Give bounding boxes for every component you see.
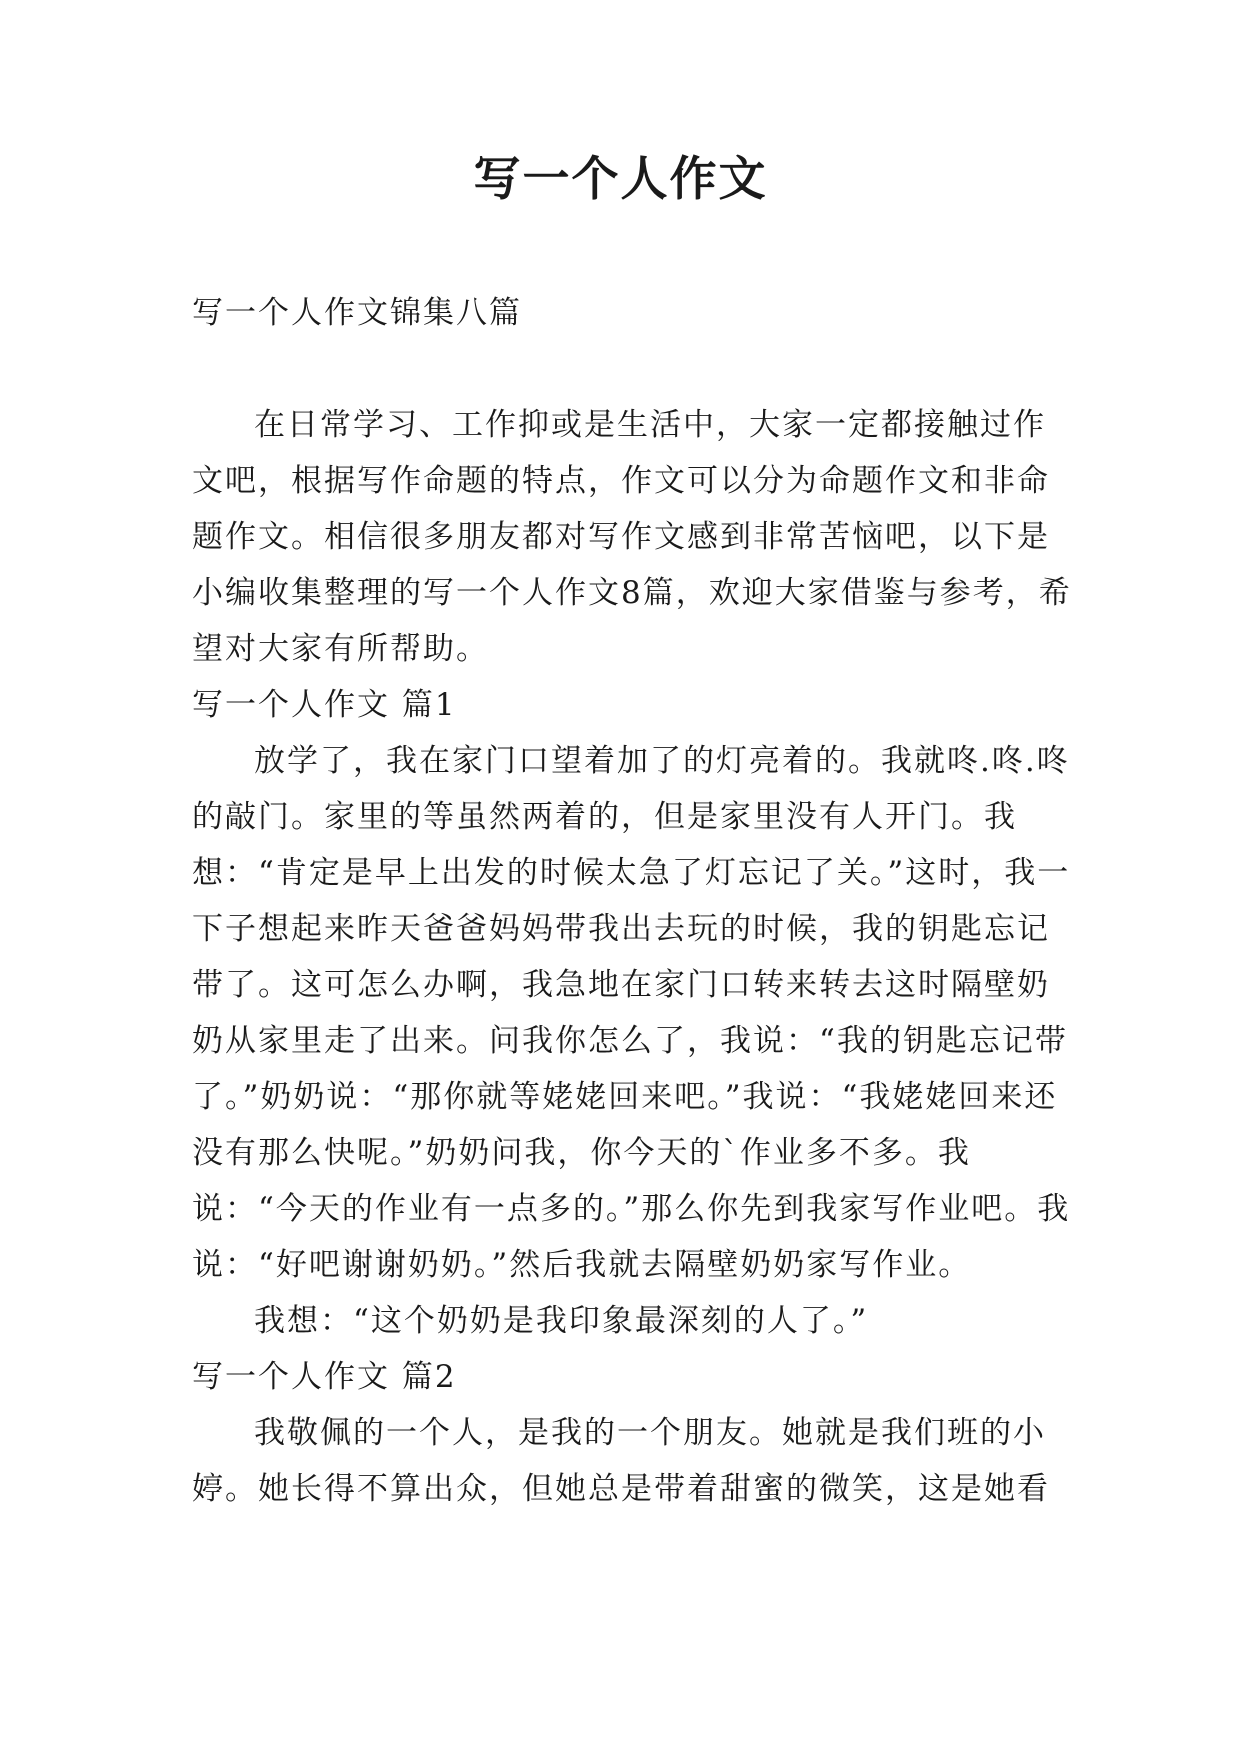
document-title: 写一个人作文 <box>473 152 768 207</box>
intro-paragraph: 在日常学习、工作抑或是生活中，大家一定都接触过作文吧，根据写作命题的特点，作文可以分为命题作文和非命题作文。相信很多朋友都对写作文感到非常苦恼吧，以下是小编收集整理的写一个人作文8篇，欢迎大家借鉴与参考，希望对大家有所帮助。 <box>192 407 1072 667</box>
section-1-paragraph-1: 放学了，我在家门口望着加了的灯亮着的。我就咚.咚.咚的敲门。家里的等虽然两着的，但是家里没有人开门。我想：“肯定是早上出发的时候太急了灯忘记了关。”这时，我一下子想起来昨天爸爸妈妈带我出去玩的时候，我的钥匙忘记带了。这可怎么办啊，我急地在家门口转来转去这时隔壁奶奶从家里走了出来。问我你怎么了，我说：“我的钥匙忘记带了。”奶奶说：“那你就等姥姥回来吧。”我说：“我姥姥回来还没有那么快呢。”奶奶问我，你今天的`作业多不多。我说：“今天的作业有一点多的。”那么你先到我家写作业吧。我说：“好吧谢谢奶奶。”然后我就去隔壁奶奶家写作业。 <box>192 743 1071 1283</box>
section-1-paragraph-2: 我想：“这个奶奶是我印象最深刻的人了。” <box>254 1303 869 1339</box>
section-heading-2: 写一个人作文 篇2 <box>192 1359 457 1395</box>
section-2-paragraph-1: 我敬佩的一个人，是我的一个朋友。她就是我们班的小婷。她长得不算出众，但她总是带着甜蜜的微笑，这是她看 <box>192 1415 1050 1507</box>
document-subtitle: 写一个人作文锦集八篇 <box>192 295 522 331</box>
document-body <box>192 285 1072 1517</box>
section-heading-1: 写一个人作文 篇1 <box>192 687 457 723</box>
